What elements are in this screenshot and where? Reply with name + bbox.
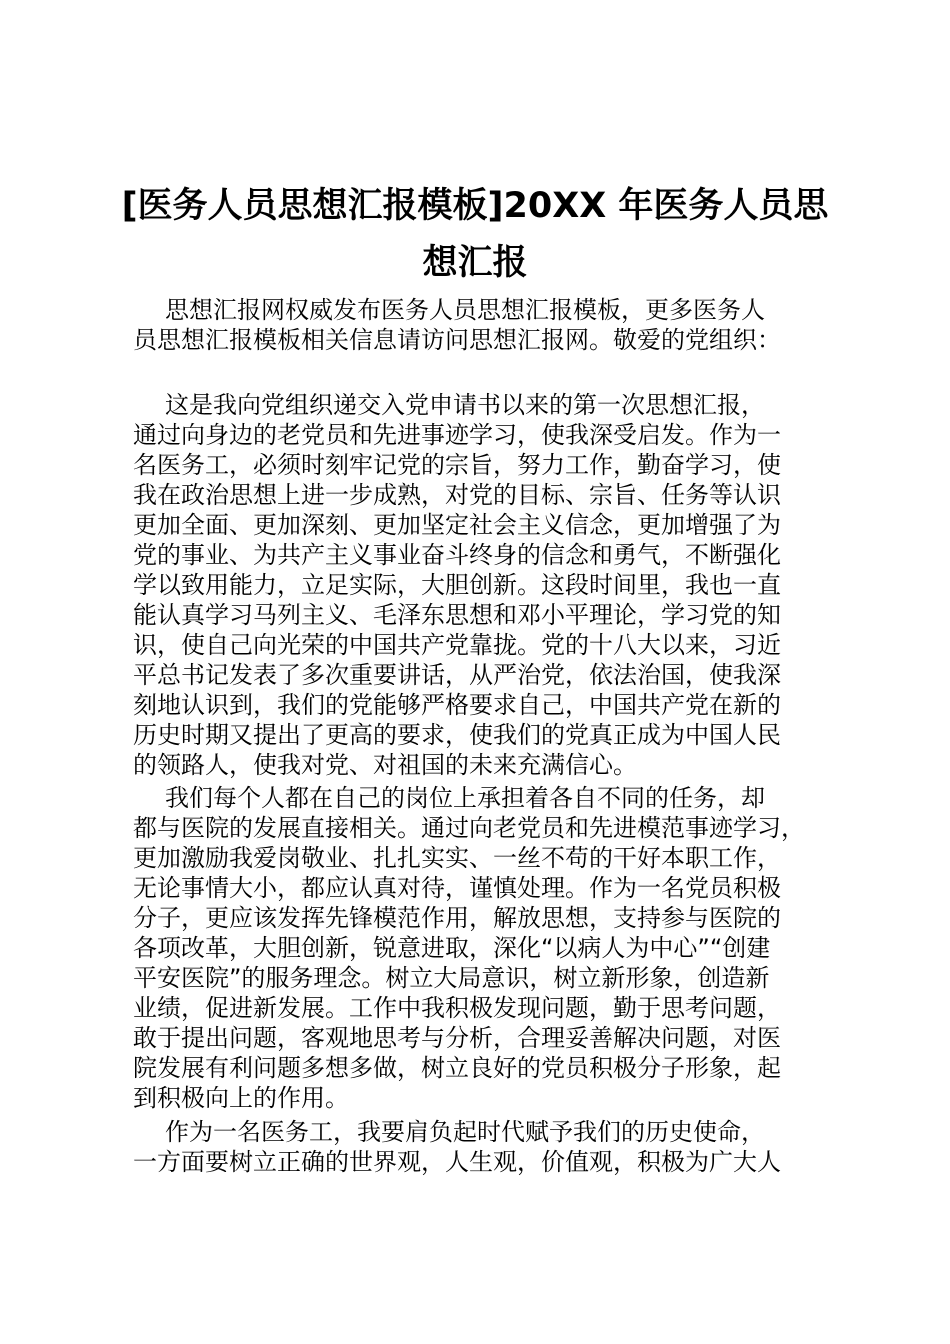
paragraph-line: 这是我向党组织递交入党申请书以来的第一次思想汇报， [165, 391, 765, 419]
paragraph-line: 敢于提出问题，客观地思考与分析，合理妥善解决问题，对医 [133, 1024, 781, 1052]
paragraph-line: 的领路人，使我对党、对祖国的未来充满信心。 [133, 751, 637, 779]
paragraph-line: 平总书记发表了多次重要讲话，从严治党，依法治国，使我深 [133, 661, 781, 689]
intro-line: 思想汇报网权威发布医务人员思想汇报模板，更多医务人 [165, 296, 765, 324]
paragraph-line: 刻地认识到，我们的党能够严格要求自己，中国共产党在新的 [133, 691, 781, 719]
paragraph-line: 分子，更应该发挥先锋模范作用，解放思想，支持参与医院的 [133, 904, 781, 932]
paragraph-line: 一方面要树立正确的世界观，人生观，价值观，积极为广大人 [133, 1148, 781, 1176]
paragraph-line: 都与医院的发展直接相关。通过向老党员和先进模范事迹学习， [133, 814, 805, 842]
paragraph-line: 历史时期又提出了更高的要求，使我们的党真正成为中国人民 [133, 721, 781, 749]
paragraph-line: 通过向身边的老党员和先进事迹学习，使我深受启发。作为一 [133, 421, 781, 449]
paragraph-line: 各项改革，大胆创新，锐意进取，深化“以病人为中心”“创建 [133, 934, 771, 962]
paragraph-3 [133, 1117, 833, 1177]
paragraph-line: 名医务工，必须时刻牢记党的宗旨，努力工作，勤奋学习，使 [133, 451, 781, 479]
paragraph-line: 院发展有利问题多想多做，树立良好的党员积极分子形象，起 [133, 1054, 781, 1082]
intro-paragraph [133, 295, 833, 355]
paragraph-1 [133, 390, 833, 780]
paragraph-line: 我在政治思想上进一步成熟，对党的目标、宗旨、任务等认识 [133, 481, 781, 509]
paragraph-line: 学以致用能力，立足实际，大胆创新。这段时间里，我也一直 [133, 571, 781, 599]
paragraph-2 [133, 783, 833, 1113]
paragraph-line: 平安医院”的服务理念。树立大局意识，树立新形象，创造新 [133, 964, 770, 992]
paragraph-line: 作为一名医务工，我要肩负起时代赋予我们的历史使命， [165, 1118, 765, 1146]
paragraph-line: 业绩，促进新发展。工作中我积极发现问题，勤于思考问题， [133, 994, 781, 1022]
paragraph-line: 更加全面、更加深刻、更加坚定社会主义信念，更加增强了为 [133, 511, 781, 539]
paragraph-line: 能认真学习马列主义、毛泽东思想和邓小平理论，学习党的知 [133, 601, 781, 629]
paragraph-line: 更加激励我爱岗敬业、扎扎实实、一丝不苟的干好本职工作， [133, 844, 781, 872]
intro-line: 员思想汇报模板相关信息请访问思想汇报网。敬爱的党组织： [133, 326, 781, 354]
paragraph-line: 到积极向上的作用。 [133, 1084, 349, 1112]
document-title-line-2: 想汇报 [422, 243, 528, 283]
paragraph-line: 识，使自己向光荣的中国共产党靠拢。党的十八大以来，习近 [133, 631, 781, 659]
paragraph-line: 我们每个人都在自己的岗位上承担着各自不同的任务，却 [165, 784, 765, 812]
paragraph-line: 党的事业、为共产主义事业奋斗终身的信念和勇气，不断强化 [133, 541, 781, 569]
paragraph-line: 无论事情大小，都应认真对待，谨慎处理。作为一名党员积极 [133, 874, 781, 902]
document-title-line-1: [医务人员思想汇报模板]20XX 年医务人员思 [121, 186, 829, 226]
